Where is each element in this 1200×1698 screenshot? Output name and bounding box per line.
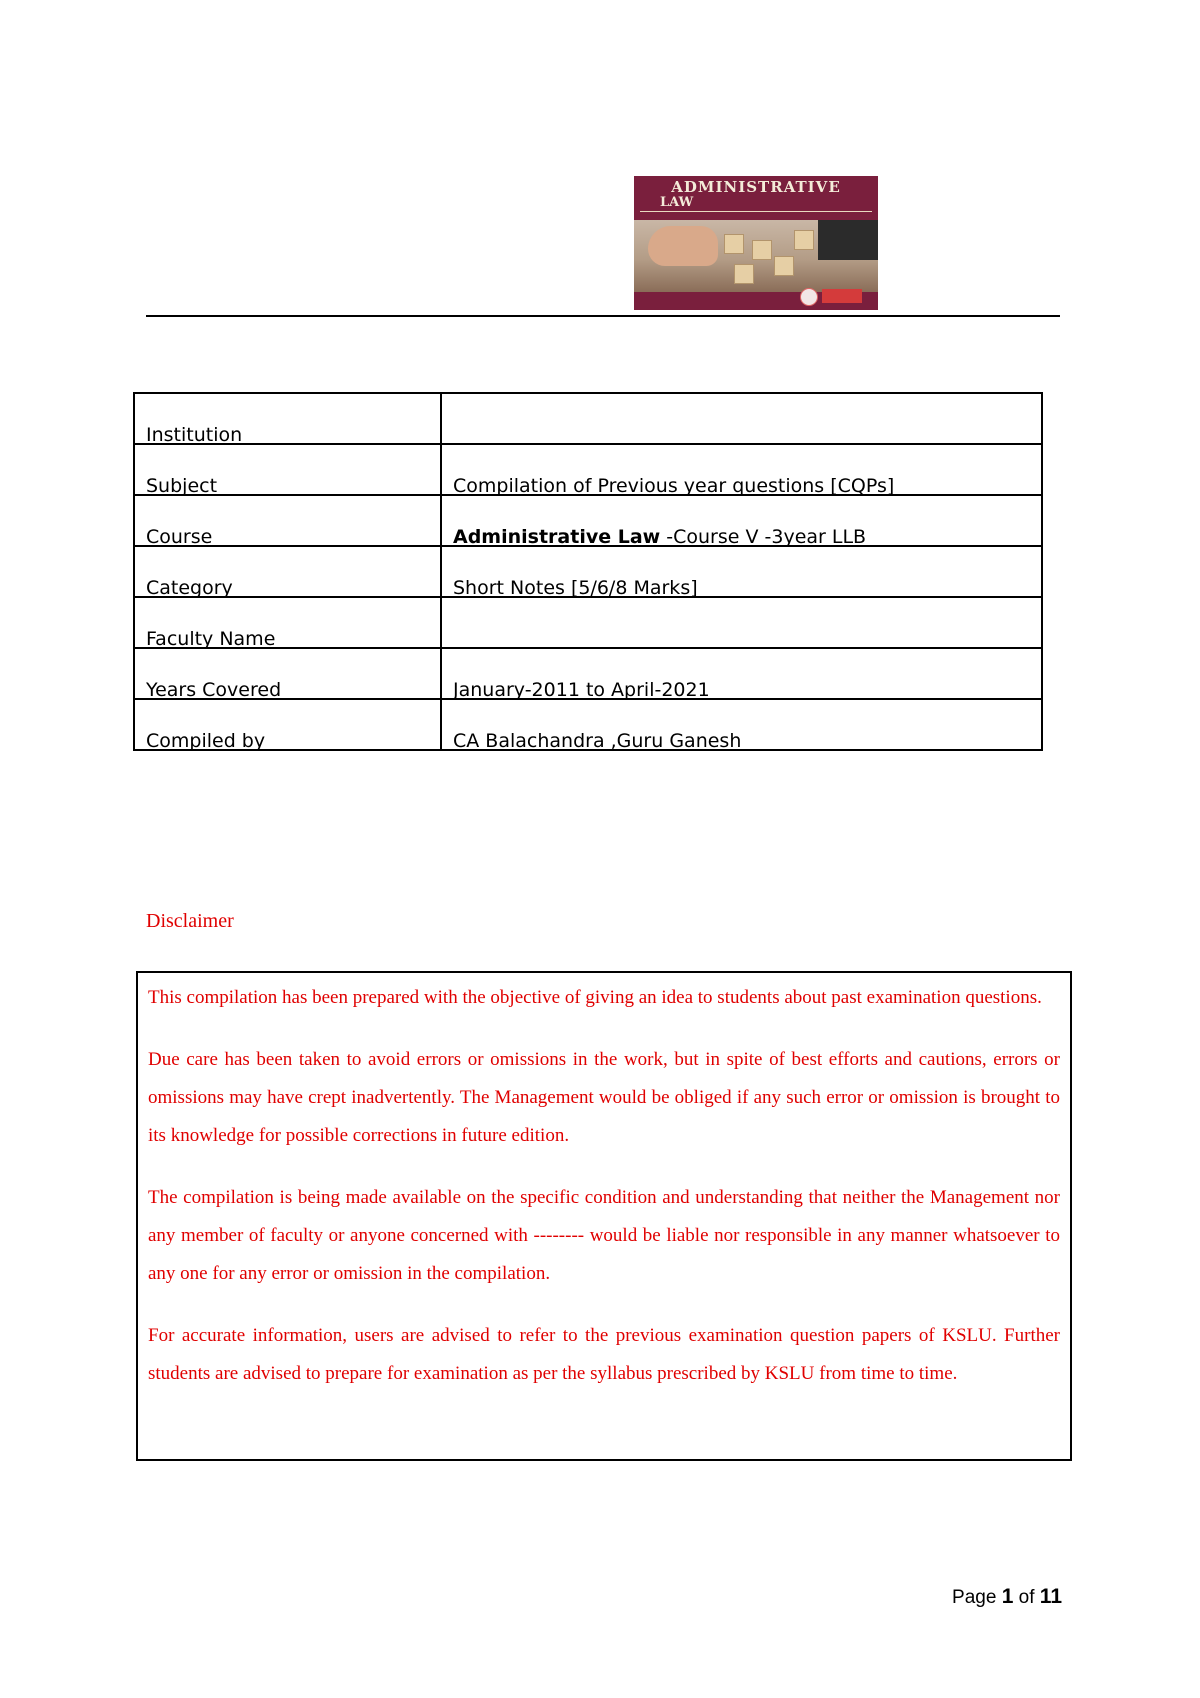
- header-rule: [146, 315, 1060, 317]
- disclaimer-paragraph: For accurate information, users are advised to refer to the previous examination question papers of KSLU. Further students are advised to prepare for examination as per the syllabus prescribed by KSLU from time to time.: [148, 1325, 1060, 1384]
- row-value: [441, 495, 1042, 546]
- row-value: [441, 393, 1042, 444]
- publisher-badge: [822, 289, 862, 303]
- table-row: [134, 495, 1042, 546]
- arm-graphic: [818, 220, 878, 260]
- row-label: Institution: [134, 393, 441, 444]
- row-value: [441, 597, 1042, 648]
- wood-block: [774, 256, 794, 276]
- row-value: Short Notes [5/6/8 Marks]: [441, 546, 1042, 597]
- row-value: CA Balachandra ,Guru Ganesh: [441, 699, 1042, 750]
- row-label: Compiled by: [134, 699, 441, 750]
- wood-block: [752, 240, 772, 260]
- wood-block: [724, 234, 744, 254]
- disclaimer-paragraph: Due care has been taken to avoid errors or omissions in the work, but in spite of best efforts and cautions, errors or omissions may have crept inadvertently. The Management would be obliged if any such error or omission is brought to its knowledge for possible corrections in future edition.: [148, 1049, 1060, 1146]
- row-value: Compilation of Previous year questions [CQPs]: [441, 444, 1042, 495]
- table-row: [134, 648, 1042, 699]
- wood-block: [794, 230, 814, 250]
- disclaimer-paragraph: The compilation is being made available on the specific condition and understanding that neither the Management nor any member of faculty or anyone concerned with -------- would be liable nor responsible in any manner whatsoever to any one for any error or omission in the compilation.: [148, 1187, 1060, 1284]
- seal-icon: [800, 288, 818, 306]
- publisher-logo: [800, 286, 870, 306]
- table-row: [134, 546, 1042, 597]
- disclaimer-heading: Disclaimer: [146, 910, 234, 932]
- disclaimer-box: [136, 971, 1072, 1461]
- table-row: [134, 393, 1042, 444]
- row-label: Category: [134, 546, 441, 597]
- cover-meta-line: [640, 211, 872, 220]
- table-row: [134, 597, 1042, 648]
- cover-title: ADMINISTRATIVE: [671, 178, 841, 196]
- info-table: [133, 392, 1043, 751]
- table-row: [134, 699, 1042, 750]
- row-label: Years Covered: [134, 648, 441, 699]
- page-number: Page 1 of 11: [952, 1585, 1062, 1608]
- wood-block: [734, 264, 754, 284]
- hand-graphic: [648, 226, 718, 266]
- course-name: Administrative Law: [453, 526, 661, 548]
- cover-photo: [634, 220, 878, 292]
- row-label: Faculty Name: [134, 597, 441, 648]
- course-detail: -Course V -3year LLB: [660, 526, 867, 548]
- table-row: [134, 444, 1042, 495]
- cover-subtitle: LAW: [660, 195, 694, 210]
- row-label: Subject: [134, 444, 441, 495]
- row-value: January-2011 to April-2021: [441, 648, 1042, 699]
- disclaimer-paragraph: This compilation has been prepared with the objective of giving an idea to students about past examination questions.: [148, 987, 1042, 1008]
- book-cover-image: [634, 176, 878, 310]
- row-label: Course: [134, 495, 441, 546]
